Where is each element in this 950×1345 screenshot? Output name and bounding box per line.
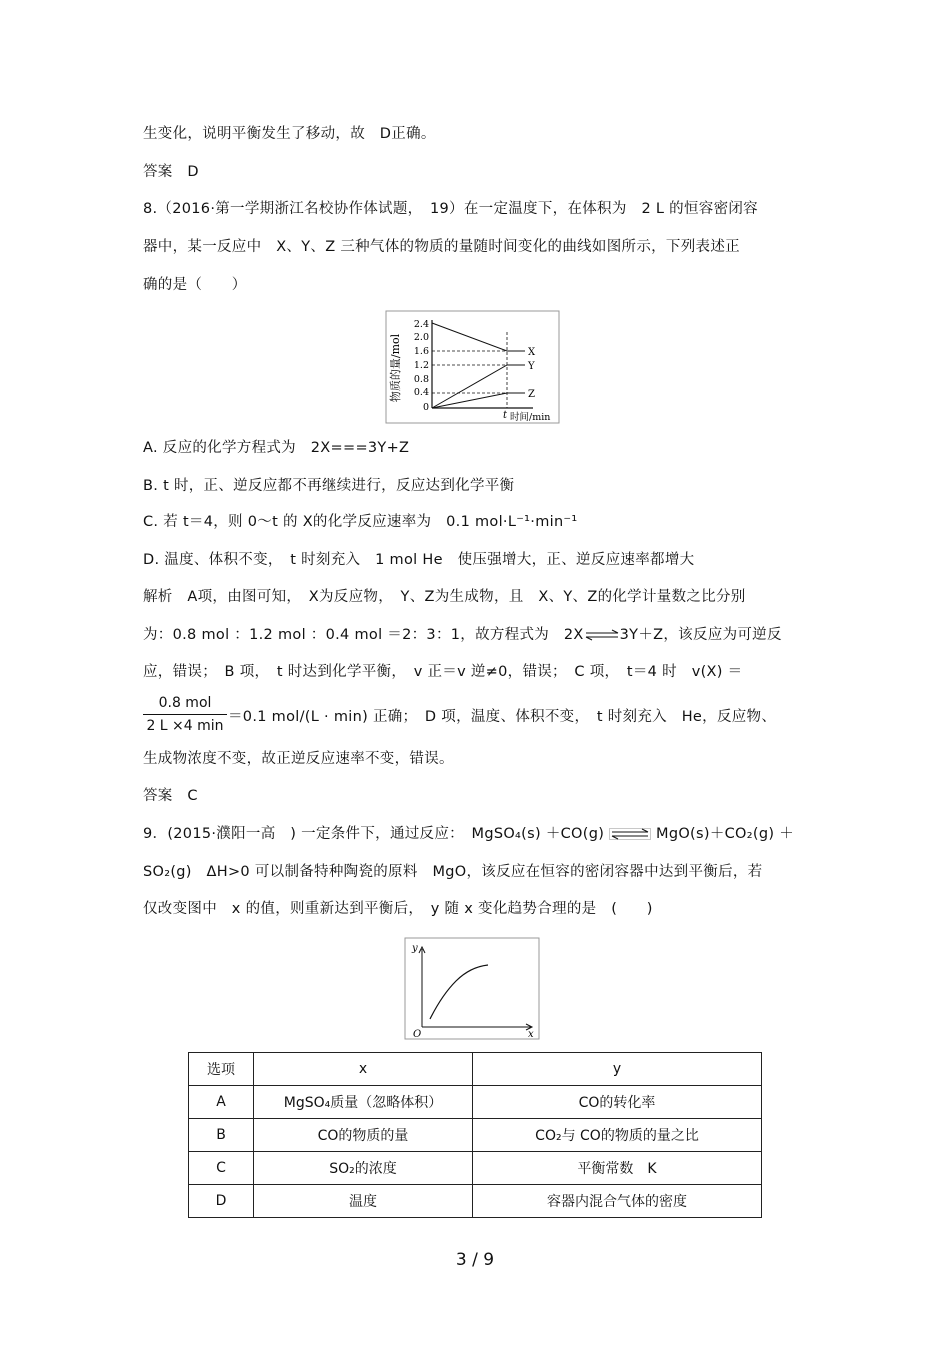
question-9-line: SO₂(g) ΔH>0 可以制备特种陶瓷的原料 MgO，该反应在恒容的密闭容器中达到平衡后，若 (143, 864, 763, 880)
options-table (188, 1052, 762, 1218)
curve-y (432, 365, 525, 408)
figure-9-graph (404, 937, 542, 1041)
table-row (189, 1185, 762, 1218)
table-row (189, 1119, 762, 1152)
solution-line: ＝0.1 mol/(L · min) 正确； D 项，温度、体积不变， t 时刻充入 He，反应物、 (228, 709, 777, 725)
option-c: C. 若 t＝4，则 0～t 的 X的化学反应速率为 0.1 mol·L⁻¹·min⁻¹ (143, 514, 578, 530)
table-cell: 平衡常数 K (473, 1152, 762, 1185)
ytick-label: 1.6 (413, 346, 429, 357)
figure-8-graph (385, 310, 565, 426)
series-label-z: Z (528, 389, 535, 400)
ytick-label: 2.0 (413, 332, 429, 343)
page-number: 3 / 9 (455, 1250, 495, 1270)
table-row (189, 1152, 762, 1185)
figure-9-origin: O (413, 1029, 422, 1040)
answer-line: 答案 D (143, 164, 199, 180)
ytick-label: 2.4 (413, 319, 429, 330)
question-9-text: MgO(s)＋CO₂(g) ＋ (656, 826, 795, 842)
fraction-denominator: 2 L ×4 min (146, 718, 224, 734)
option-a: A. 反应的化学方程式为 2X===3Y+Z (143, 440, 410, 456)
table-cell: 容器内混合气体的密度 (473, 1185, 762, 1218)
fraction (143, 694, 227, 735)
table-cell: 温度 (254, 1185, 473, 1218)
table-row (189, 1086, 762, 1119)
table-cell: CO的物质的量 (254, 1119, 473, 1152)
solution-text: 3Y＋Z，该反应为可逆反 (619, 627, 782, 643)
figure-8-xlabel: 时间/min (510, 412, 551, 423)
table-header-cell: 选项 (189, 1053, 254, 1086)
solution-text: 为：0.8 mol ：1.2 mol ：0.4 mol ＝2：3：1，故方程式为 2X (143, 627, 584, 643)
question-9-line (143, 824, 794, 844)
table-header-cell: y (473, 1053, 762, 1086)
answer-line: 答案 C (143, 788, 198, 804)
question-9-text: 9．(2015·濮阳一高 ) 一定条件下，通过反应： MgSO₄(s) ＋CO(g) (143, 826, 605, 842)
t-label: t (503, 410, 508, 421)
table-cell: SO₂的浓度 (254, 1152, 473, 1185)
option-b: B. t 时，正、逆反应都不再继续进行，反应达到化学平衡 (143, 478, 515, 494)
fraction-bar (143, 714, 227, 715)
solution-line (143, 625, 782, 645)
curve (430, 965, 488, 1019)
ytick-label: 0.4 (413, 387, 429, 398)
figure-9-ylabel: y (412, 943, 418, 954)
table-header-cell: x (254, 1053, 473, 1086)
fraction-numerator: 0.8 mol (158, 695, 212, 711)
table-cell: A (189, 1086, 254, 1119)
series-label-x: X (528, 347, 536, 358)
question-8-line: 确的是（ ） (143, 277, 247, 293)
series-label-y: Y (528, 361, 535, 372)
option-d: D. 温度、体积不变， t 时刻充入 1 mol He 使压强增大，正、逆反应速率都增大 (143, 552, 695, 568)
question-9-line: 仅改变图中 x 的值，则重新达到平衡后， y 随 x 变化趋势合理的是 ( ) (143, 901, 653, 917)
ytick-label: 0.8 (413, 374, 429, 385)
solution-line: 生成物浓度不变，故正逆反应速率不变，错误。 (143, 751, 454, 767)
table-cell: CO₂与 CO的物质的量之比 (473, 1119, 762, 1152)
ytick-label: 0 (422, 402, 429, 413)
table-header-row (189, 1053, 762, 1086)
table-cell: MgSO₄质量（忽略体积） (254, 1086, 473, 1119)
question-8-line: 器中，某一反应中 X、Y、Z 三种气体的物质的量随时间变化的曲线如图所示，下列表述正 (143, 239, 740, 255)
solution-line: 应，错误； B 项， t 时达到化学平衡， v 正＝v 逆≠0，错误； C 项， t＝4 时 v(X) ＝ (143, 664, 743, 680)
text-line: 生变化，说明平衡发生了移动，故 D正确。 (143, 126, 436, 142)
ytick-label: 1.2 (413, 360, 429, 371)
table-cell: C (189, 1152, 254, 1185)
curve-x (432, 323, 525, 351)
solution-line: 解析 A项，由图可知， X为反应物， Y、Z为生成物，且 X、Y、Z的化学计量数之比分别 (143, 589, 746, 605)
table-cell: B (189, 1119, 254, 1152)
question-8-line: 8.（2016·第一学期浙江名校协作体试题， 19）在一定温度下，在体积为 2 L 的恒容密闭容 (143, 201, 758, 217)
equilibrium-arrow-icon (609, 828, 651, 840)
figure-8-ylabel: 物质的量/mol (389, 333, 402, 403)
figure-9-xlabel: x (528, 1029, 534, 1040)
table-cell: D (189, 1185, 254, 1218)
equilibrium-arrow-icon (584, 629, 620, 641)
table-cell: CO的转化率 (473, 1086, 762, 1119)
